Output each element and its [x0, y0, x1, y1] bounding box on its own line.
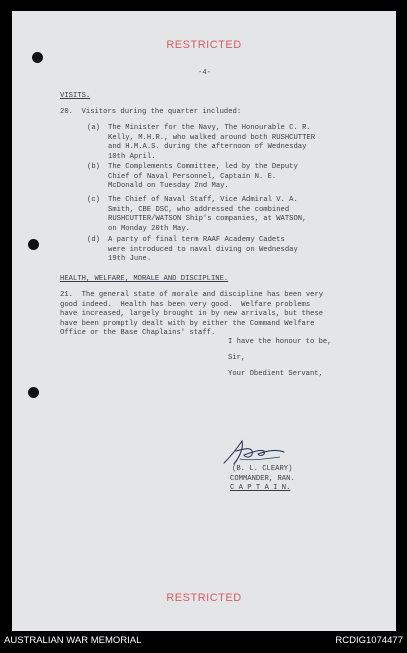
item-a-line: and H.M.A.S. during the afternoon of Wednesday — [108, 143, 307, 152]
item-c-line: on Monday 20th May. — [108, 224, 190, 233]
health-line: Office or the Base Chaplains' staff. — [60, 329, 216, 338]
item-d-line: 19th June. — [108, 255, 152, 264]
archive-footer — [0, 631, 407, 653]
health-heading: HEALTH, WELFARE, MORALE AND DISCIPLINE. — [60, 275, 229, 283]
signatory-title: C A P T A I N. — [230, 484, 291, 493]
health-line: have increased, largely brought in by new arrivals, but these — [60, 310, 324, 319]
classification-footer: RESTRICTED — [166, 592, 242, 604]
signatory-rank: COMMANDER, RAN. — [230, 474, 295, 483]
item-d-line: were introduced to naval diving on Wednesday — [108, 245, 298, 254]
item-b-line: Chief of Naval Personnel, Captain N. E. — [108, 172, 277, 181]
visits-intro: 20. Visitors during the quarter included: — [60, 108, 242, 116]
item-c-line: RUSHCUTTER/WATSON Ship's companies, at WATSON, — [108, 215, 307, 224]
item-c-line: Smith, CBE DSC, who addressed the combined — [108, 205, 290, 214]
item-d-line: A party of final term RAAF Academy Cadets — [108, 236, 285, 244]
item-a-line: The Minister for the Navy, The Honourable C. R. — [108, 124, 311, 132]
item-c-line: The Chief of Naval Staff, Vice Admiral V. A. — [108, 196, 298, 204]
item-b-line: The Complements Committee, led by the Deputy — [108, 163, 298, 171]
item-a-line: Kelly, M.H.R., who walked around both RUSHCUTTER — [108, 133, 316, 142]
closing-line: Your Obedient Servant, — [228, 370, 323, 378]
visits-heading: VISITS. — [60, 92, 91, 100]
punch-hole — [28, 387, 39, 398]
classification-header: RESTRICTED — [166, 39, 242, 51]
closing-line: Sir, — [228, 354, 246, 362]
health-line: 21. The general state of morale and discipline has been very — [60, 291, 324, 299]
health-line: have been promptly dealt with by either the Command Welfare — [60, 319, 315, 328]
document-page — [12, 11, 396, 631]
record-id: RCDIG1074477 — [335, 635, 403, 646]
item-b-label: (b) — [87, 163, 100, 171]
item-a-line: 10th April. — [108, 152, 156, 161]
item-b-line: McDonald on Tuesday 2nd May. — [108, 182, 229, 191]
item-a-label: (a) — [87, 124, 100, 132]
item-d-label: (d) — [87, 236, 100, 244]
closing-line: I have the honour to be, — [228, 338, 332, 346]
archive-name: AUSTRALIAN WAR MEMORIAL — [4, 635, 142, 646]
punch-hole — [32, 52, 43, 63]
health-line: good indeed. Health has been very good. Welfare problems — [60, 300, 311, 309]
item-c-label: (c) — [87, 196, 100, 204]
signatory-name: (B. L. CLEARY) — [232, 465, 293, 473]
punch-hole — [28, 239, 39, 250]
page-number: -4- — [198, 69, 211, 77]
